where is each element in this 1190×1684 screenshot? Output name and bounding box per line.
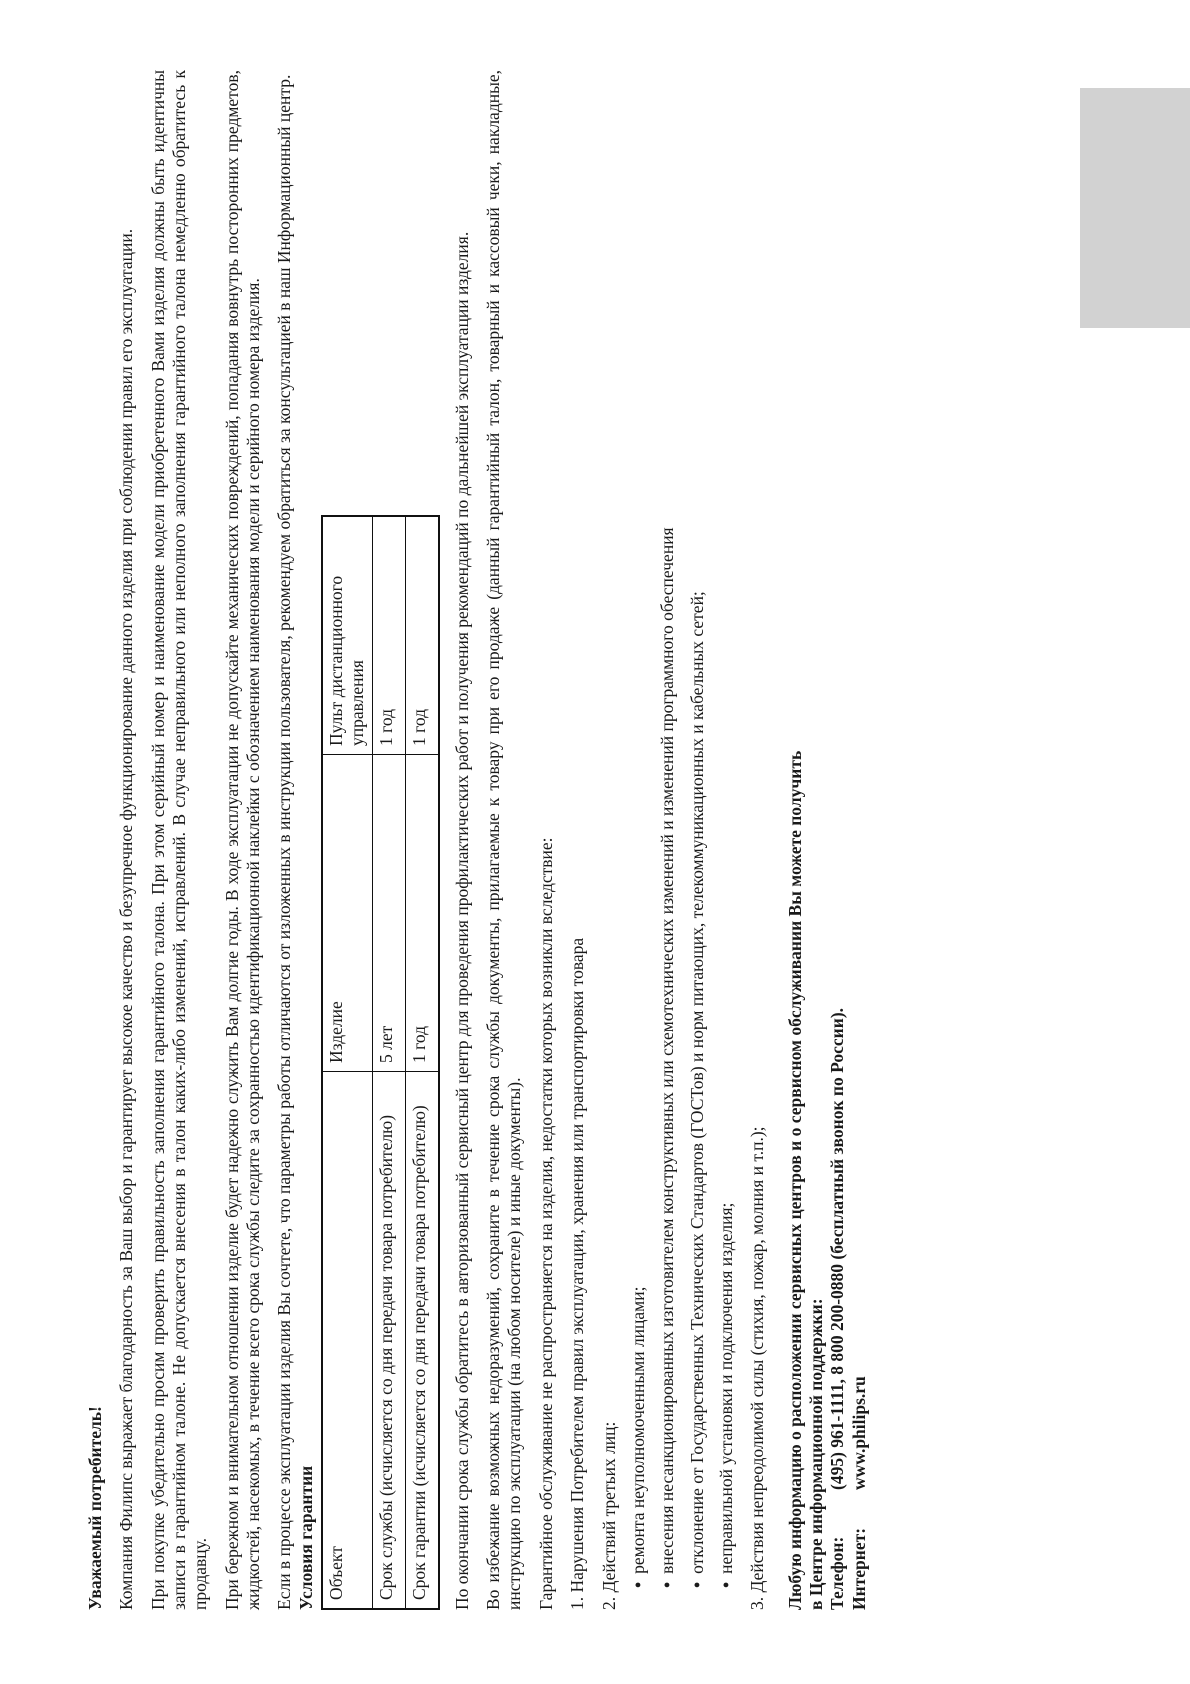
bullet-item: •отклонение от Государственных Технических Стандартов (ГОСТов) и норм питающих, телекоммуникационных и кабельных сетей; [686,591,707,1588]
table-cell: Срок гарантии (исчисляется со дня передачи товара потребителю) [405,1072,439,1610]
phone-value: (495) 961-1111, 8 800 200-0880 (бесплатный звонок по России). [827,1007,848,1490]
list-item-3: 3. Действия непреодолимой силы (стихия, пожар, молния и т.п.); [747,1126,768,1610]
table-header-row [322,516,372,1609]
bullet-text: отклонение от Государственных Технических Стандартов (ГОСТов) и норм питающих, телекоммуникационных и кабельных сетей; [686,591,707,1574]
page-heading: Уважаемый потребитель! [85,1406,105,1610]
web-label: Интернет: [848,1527,869,1610]
table-header-cell: Объект [326,1546,347,1600]
warranty-heading: Условия гарантии [295,1465,316,1610]
gray-tab-decoration [1080,88,1190,328]
table-row [405,516,439,1609]
table-header-cell: Пульт дистанционного управления [322,516,372,755]
warranty-table [321,515,440,1610]
intro-paragraph: Компания Филипс выражает благодарность за Ваш выбор и гарантирует высокое качество и безупречное функционирование данного изделия при соблюдении правил его эксплуатации. [116,228,137,1610]
footer-line-1: Любую информацию о расположении сервисных центров и о сервисном обслуживании Вы можете получить [784,750,805,1610]
bullet-text: внесения несанкционированных изготовителем конструктивных или схемотехнических изменений и изменений программного обеспечения [657,527,678,1574]
web-link[interactable]: www.philips.ru [848,1376,869,1490]
list-item-2: 2. Действий третьих лиц: [598,1421,619,1610]
exclusions-paragraph: Гарантийное обслуживание не распространяется на изделия, недостатки которых возникли вследствие: [535,837,556,1610]
table-cell: 1 год [372,516,405,755]
params-paragraph: Если в процессе эксплуатации изделия Вы сочтете, что параметры работы отличаются от изложенных в инструкции пользователя, рекомендуем обратиться за консультацией в наш Информационный центр. [274,74,295,1610]
bullet-text: ремонта неуполномоченными лицами; [627,1286,648,1574]
table-cell: 5 лет [372,755,405,1072]
table-cell: 1 год [405,516,439,755]
check-paragraph: При покупке убедительно просим проверить правильность заполнения гарантийного талона. При этом серийный номер и наименование модели приобретенного Вами изделия должны быть идентичны записи в гарантийном талоне. Не допускается внесения в талон каких-либо изменений, исправлений. В случае неправильного или неполного заполнения гарантийного талона немедленно обратитесь к продавцу. [147,70,211,1610]
bullet-item: •ремонта неуполномоченными лицами; [627,1286,648,1588]
care-paragraph: При бережном и внимательном отношении изделие будет надежно служить Вам долгие годы. В ходе эксплуатации не допускайте механических повреждений, попадания вовнутрь посторонних предметов, жидкостей, насекомых, в течение всего срока службы следите за сохранностью идентификационной наклейки с обозначением наименования модели и серийного номера изделия. [221,70,264,1610]
table-cell: Срок службы (исчисляется со дня передачи товара потребителю) [372,1072,405,1610]
document-body [85,70,1045,1610]
phone-label: Телефон: [827,1536,848,1610]
table-header-cell: Изделие [322,755,372,1072]
web-row [849,70,870,1610]
footer-line-2: в Центре информационной поддержки: [805,1298,826,1610]
table-cell: 1 год [405,755,439,1072]
list-item-1: 1. Нарушения Потребителем правил эксплуатации, хранения или транспортировки товара [567,937,588,1610]
table-row [372,516,405,1609]
phone-row [827,70,848,1610]
after-service-paragraph: По окончании срока службы обратитесь в авторизованный сервисный центр для проведения профилактических работ и получения рекомендаций по дальнейшей эксплуатации изделия. [451,231,472,1610]
documents-paragraph: Во избежание возможных недоразумений, сохраните в течение срока службы документы, прилагаемые к товару при его продаже (данный гарантийный талон, товарный и кассовый чеки, накладные, инструкцию по эксплуатации (на любом носителе) и иные документы). [483,70,525,1610]
bullet-text: неправильной установки и подключения изделия; [715,1202,736,1574]
contact-footer [785,70,870,1610]
bullet-item: •неправильной установки и подключения изделия; [715,1202,736,1588]
bullet-item: •внесения несанкционированных изготовителем конструктивных или схемотехнических изменений и изменений программного обеспечения [657,527,678,1588]
